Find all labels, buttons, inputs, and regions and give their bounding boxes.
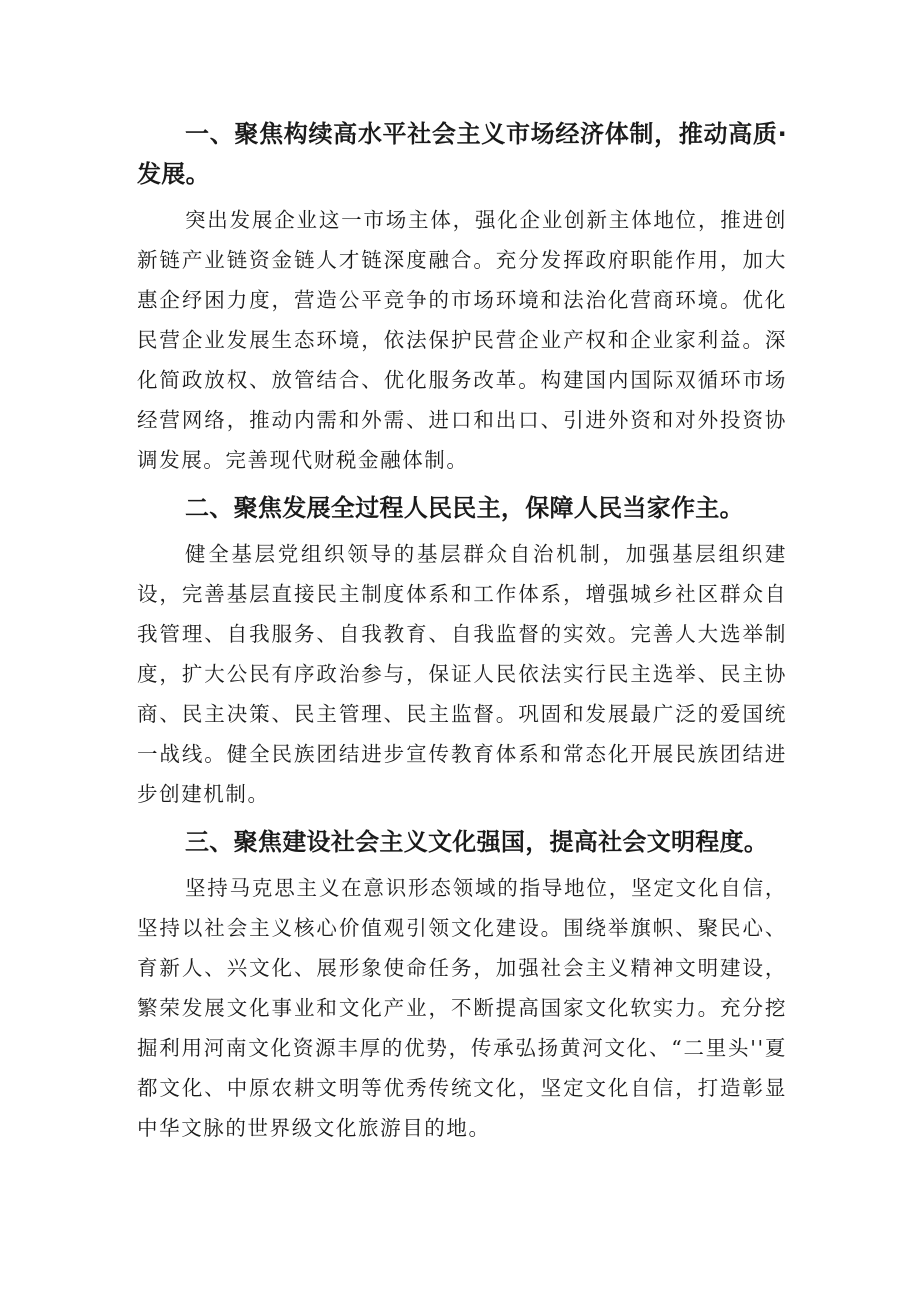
section-body-3: 坚持马克思主义在意识形态领域的指导地位，坚定文化自信，坚持以社会主义核心价值观引领文化建设。围绕举旗帜、聚民心、育新人、兴文化、展形象使命任务，加强社会主义精神文明建设，繁荣发展文化事业和文化产业，不断提高国家文化软实力。充分挖掘利用河南文化资源丰厚的优势，传承弘扬黄河文化、“二里头''夏都文化、中原农耕文明等优秀传统文化，坚定文化自信，打造彰显中华文脉的世界级文化旅游目的地。 — [137, 876, 787, 1140]
document-body — [137, 114, 787, 1148]
section-body-2: 健全基层党组织领导的基层群众自治机制，加强基层组织建设，完善基层直接民主制度体系和工作体系，增强城乡社区群众自我管理、自我服务、自我教育、自我监督的实效。完善人大选举制度，扩大公民有序政治参与，保证人民依法实行民主选举、民主协商、民主决策、民主管理、民主监督。巩固和发展最广泛的爱国统一战线。健全民族团结进步宣传教育体系和常态化开展民族团结进步创建机制。 — [137, 542, 787, 806]
section-heading-3: 三、聚焦建设社会主义文化强国，提高社会文明程度。 — [185, 828, 769, 856]
section-heading-2: 二、聚焦发展全过程人民民主，保障人民当家作主。 — [185, 494, 744, 522]
section-heading-1: 一、聚焦构续高水平社会主义市场经济体制，推动高质·发展。 — [137, 120, 787, 188]
section-body-1: 突出发展企业这一市场主体，强化企业创新主体地位，推进创新链产业链资金链人才链深度融合。充分发挥政府职能作用，加大惠企纾困力度，营造公平竞争的市场环境和法治化营商环境。优化民营企业发展生态环境，依法保护民营企业产权和企业家利益。深化简政放权、放管结合、优化服务改革。构建国内国际双循环市场经营网络，推动内需和外需、进口和出口、引进外资和对外投资协调发展。完善现代财税金融体制。 — [137, 208, 787, 472]
